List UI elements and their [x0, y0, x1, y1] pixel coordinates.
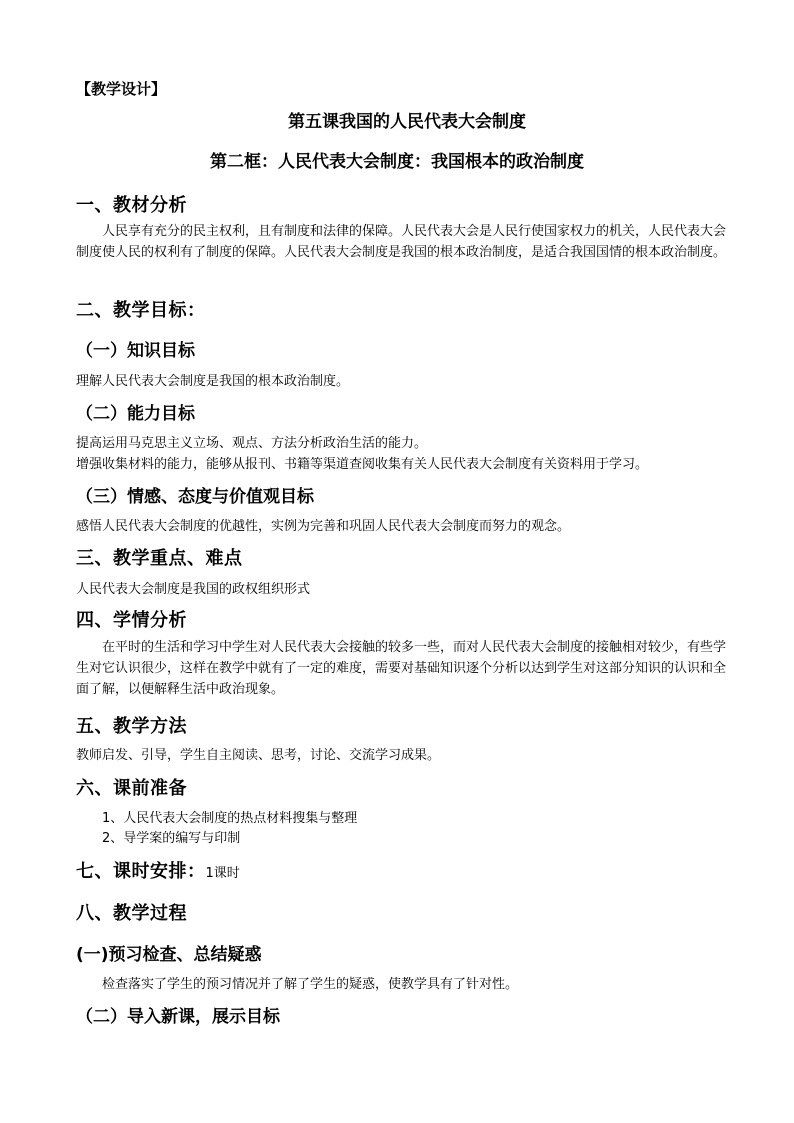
knowledge-objective-text: 理解人民代表大会制度是我国的根本政治制度。 — [76, 374, 350, 389]
subheading-preview-check: (一)预习检查、总结疑惑 — [76, 945, 262, 965]
section-heading-textbook-analysis: 一、教材分析 — [76, 195, 187, 216]
preparation-item-1: 1、人民代表大会制度的热点材料搜集与整理 — [102, 811, 358, 826]
section-heading-teaching-methods: 五、教学方法 — [76, 716, 187, 737]
preview-check-text: 检查落实了学生的预习情况并了解了学生的疑惑，使教学具有了针对性。 — [102, 977, 519, 992]
lesson-title: 第五课我国的人民代表大会制度 — [288, 112, 526, 132]
textbook-analysis-paragraph: 人民享有充分的民主权利，且有制度和法律的保障。人民代表大会是人民行使国家权力的机关，人民代表大会制度使人民的权利有了制度的保障。人民代表大会制度是我国的根本政治制度，是适合我国国情的根本政治制度。 — [76, 224, 727, 260]
teaching-methods-text: 教师启发、引导，学生自主阅读、思考，讨论、交流学习成果。 — [76, 748, 441, 763]
section-heading-process: 八、教学过程 — [76, 903, 187, 924]
doc-type-tag: 【教学设计】 — [76, 80, 167, 98]
section-heading-preparation: 六、课前准备 — [76, 778, 187, 799]
section-heading-student-analysis: 四、学情分析 — [76, 610, 187, 631]
schedule-heading-label: 七、课时安排： — [76, 861, 206, 882]
key-points-text: 人民代表大会制度是我国的政权组织形式 — [76, 582, 311, 597]
subheading-emotion-objective: （三）情感、态度与价值观目标 — [76, 487, 314, 507]
preparation-item-2: 2、导学案的编写与印制 — [102, 831, 241, 846]
subheading-introduce-lesson: （二）导入新课，展示目标 — [76, 1007, 280, 1027]
ability-objective-line-1: 提高运用马克思主义立场、观点、方法分析政治生活的能力。 — [76, 436, 428, 451]
ability-objective-line-2: 增强收集材料的能力，能够从报刊、书籍等渠道查阅收集有关人民代表大会制度有关资料用于学习。 — [76, 457, 649, 472]
schedule-value: 1课时 — [205, 866, 240, 881]
subheading-ability-objective: （二）能力目标 — [76, 404, 195, 424]
subheading-knowledge-objective: （一）知识目标 — [76, 341, 195, 361]
section-heading-objectives: 二、教学目标： — [76, 300, 206, 321]
section-heading-key-points: 三、教学重点、难点 — [76, 548, 243, 569]
emotion-objective-text: 感悟人民代表大会制度的优越性，实例为完善和巩固人民代表大会制度而努力的观念。 — [76, 519, 571, 534]
lesson-subtitle: 第二框：人民代表大会制度：我国根本的政治制度 — [210, 152, 584, 172]
student-analysis-paragraph: 在平时的生活和学习中学生对人民代表大会接触的较多一些，而对人民代表大会制度的接触相对较少，有些学生对它认识很少，这样在教学中就有了一定的难度，需要对基础知识逐个分析以达到学生对这部分知识的认识和全面了解，以便解释生活中政治现象。 — [76, 640, 727, 697]
section-heading-schedule — [76, 857, 240, 883]
